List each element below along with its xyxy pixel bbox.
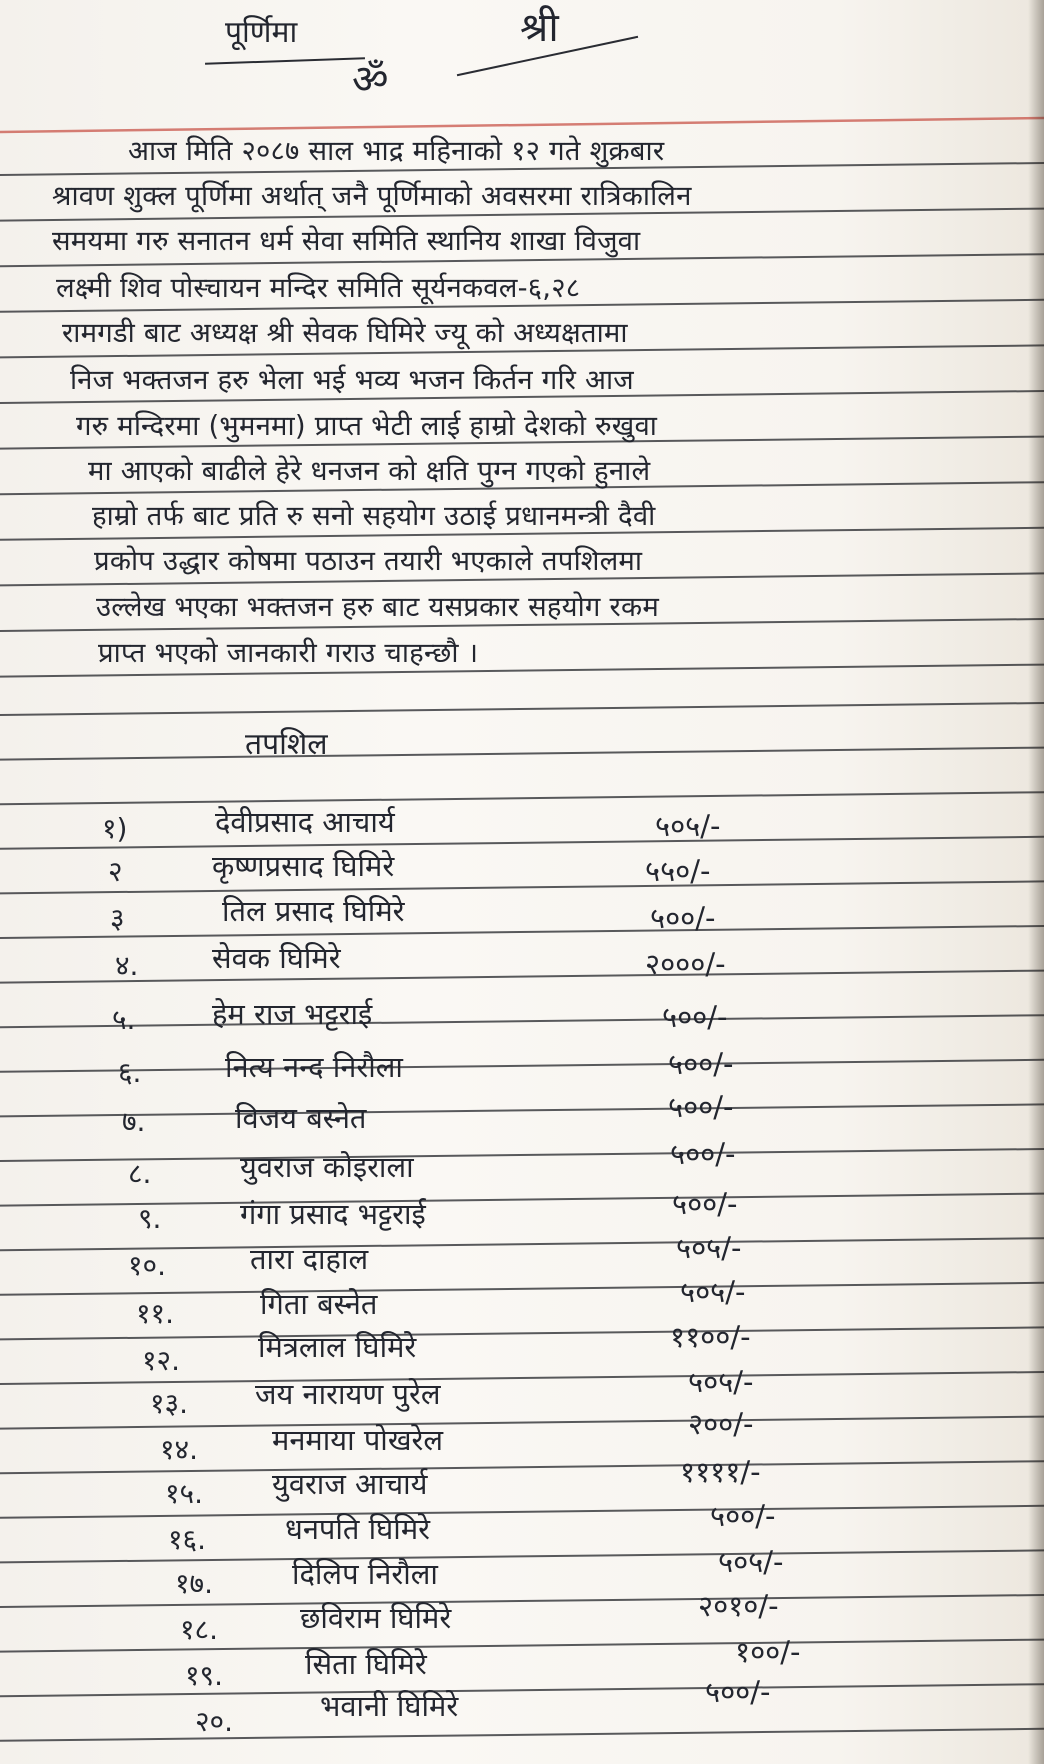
row-name: विजय बस्नेत bbox=[235, 1101, 367, 1135]
row-amount: ५०५/- bbox=[655, 809, 721, 843]
row-amount: २०००/- bbox=[645, 947, 726, 981]
row-amount: ११००/- bbox=[670, 1320, 751, 1354]
row-name: गंगा प्रसाद भट्टराई bbox=[240, 1197, 426, 1231]
ruled-line bbox=[0, 1461, 1044, 1473]
row-amount: ५००/- bbox=[650, 901, 716, 935]
row-name: हेम राज भट्टराई bbox=[212, 997, 373, 1031]
paragraph-line-9: हाम्रो तर्फ बाट प्रति रु सनो सहयोग उठाई प्रधानमन्त्री दैवी bbox=[92, 500, 656, 532]
page-spine-shadow bbox=[1028, 0, 1044, 1764]
row-amount: २०१०/- bbox=[698, 1589, 779, 1623]
ruled-line bbox=[0, 1550, 1044, 1562]
header-title-right: श्री bbox=[520, 5, 559, 51]
row-number: १५. bbox=[165, 1477, 204, 1510]
row-name: धनपति घिमिरे bbox=[285, 1512, 431, 1546]
row-amount: ५००/- bbox=[662, 1000, 728, 1034]
row-amount: ५००/- bbox=[710, 1499, 776, 1533]
row-name: भवानी घिमिरे bbox=[320, 1689, 459, 1723]
ruled-line bbox=[0, 1506, 1044, 1518]
row-name: जय नारायण पुरेल bbox=[255, 1377, 441, 1411]
row-amount: ५०५/- bbox=[676, 1231, 742, 1265]
paragraph-line-3: समयमा गरु सनातन धर्म सेवा समिति स्थानिय शाखा विजुवा bbox=[52, 225, 641, 257]
ruled-line bbox=[0, 1104, 1044, 1116]
row-number: ८. bbox=[128, 1157, 152, 1190]
row-name: गिता बस्नेत bbox=[260, 1287, 378, 1321]
row-number: १३. bbox=[150, 1387, 189, 1420]
ruled-line bbox=[0, 792, 1044, 804]
row-name: युवराज आचार्य bbox=[272, 1467, 428, 1501]
row-name: तारा दाहाल bbox=[250, 1242, 369, 1276]
ruled-line bbox=[0, 1015, 1044, 1027]
ruled-line bbox=[0, 971, 1044, 983]
paragraph-line-6: निज भक्तजन हरु भेला भई भव्य भजन किर्तन गरि आज bbox=[70, 364, 634, 396]
margin-red-line bbox=[0, 118, 1044, 132]
row-number: ११. bbox=[136, 1297, 175, 1330]
ruled-line bbox=[0, 926, 1044, 938]
row-number: ४. bbox=[115, 949, 139, 982]
list-title: तपशिल bbox=[245, 727, 328, 762]
row-number: १७. bbox=[175, 1567, 214, 1600]
ruled-line bbox=[0, 837, 1044, 849]
row-name: युवराज कोइराला bbox=[240, 1150, 414, 1184]
ruled-line bbox=[0, 748, 1044, 760]
row-amount: ५००/- bbox=[705, 1675, 771, 1709]
row-number: १२. bbox=[142, 1344, 181, 1377]
row-number: १) bbox=[102, 812, 128, 845]
row-name: दिलिप निरौला bbox=[292, 1557, 438, 1591]
paragraph-line-2: श्रावण शुक्ल पूर्णिमा अर्थात् जनै पूर्णिमाको अवसरमा रात्रिकालिन bbox=[52, 180, 692, 212]
row-amount: ५०५/- bbox=[718, 1545, 784, 1579]
paragraph-line-8: मा आएको बाढीले हेरे धनजन को क्षति पुग्न गएको हुनाले bbox=[88, 455, 651, 487]
ruled-line bbox=[0, 881, 1044, 893]
row-number: १८. bbox=[180, 1613, 219, 1646]
row-number: १९. bbox=[185, 1659, 224, 1692]
header-title-left: पूर्णिमा bbox=[225, 15, 298, 50]
row-number: २ bbox=[108, 855, 123, 888]
row-number: ५. bbox=[112, 1003, 136, 1036]
row-number: ६. bbox=[118, 1056, 142, 1089]
row-amount: २००/- bbox=[688, 1407, 754, 1441]
row-amount: ५००/- bbox=[670, 1137, 736, 1171]
row-amount: ५५०/- bbox=[645, 854, 711, 888]
ruled-line bbox=[0, 1283, 1044, 1295]
ruled-line bbox=[0, 1060, 1044, 1072]
row-number: २०. bbox=[195, 1705, 234, 1738]
row-number: ९. bbox=[138, 1202, 162, 1235]
row-amount: ५००/- bbox=[672, 1187, 738, 1221]
row-name: मनमाया पोखरेल bbox=[272, 1423, 444, 1457]
om-symbol: ॐ bbox=[352, 57, 389, 103]
ruled-line bbox=[0, 1684, 1044, 1696]
row-name: देवीप्रसाद आचार्य bbox=[215, 805, 395, 839]
ruled-line bbox=[0, 1595, 1044, 1607]
paragraph-line-1: आज मिति २०८७ साल भाद्र महिनाको १२ गते शुक्रबार bbox=[128, 135, 665, 167]
row-number: १६. bbox=[168, 1523, 207, 1556]
row-number: १४. bbox=[160, 1433, 199, 1466]
row-amount: ५००/- bbox=[668, 1047, 734, 1081]
row-number: ७. bbox=[122, 1105, 146, 1138]
row-name: मित्रलाल घिमिरे bbox=[258, 1330, 417, 1364]
row-name: कृष्णप्रसाद घिमिरे bbox=[212, 849, 395, 883]
row-name: सेवक घिमिरे bbox=[212, 941, 341, 975]
ruled-line bbox=[0, 1640, 1044, 1652]
ruled-line bbox=[0, 1729, 1044, 1741]
row-amount: ५०५/- bbox=[688, 1365, 754, 1399]
row-number: १०. bbox=[128, 1249, 167, 1282]
row-amount: ५००/- bbox=[668, 1090, 734, 1124]
row-amount: ११११/- bbox=[680, 1455, 761, 1489]
paragraph-line-11: उल्लेख भएका भक्तजन हरु बाट यसप्रकार सहयोग रकम bbox=[96, 591, 659, 623]
row-amount: ५०५/- bbox=[680, 1275, 746, 1309]
row-name: सिता घिमिरे bbox=[305, 1647, 427, 1681]
ruled-line bbox=[0, 1149, 1044, 1161]
paragraph-line-5: रामगडी बाट अध्यक्ष श्री सेवक घिमिरे ज्यू को अध्यक्षतामा bbox=[62, 317, 628, 349]
paragraph-line-12: प्राप्त भएको जानकारी गराउ चाहन्छौ । bbox=[98, 637, 479, 669]
paragraph-line-10: प्रकोप उद्धार कोषमा पठाउन तयारी भएकाले तपशिलमा bbox=[94, 545, 643, 577]
row-amount: १००/- bbox=[735, 1635, 801, 1669]
paragraph-line-4: लक्ष्मी शिव पोस्चायन मन्दिर समिति सूर्यनकवल-६,२८ bbox=[56, 272, 581, 304]
row-name: नित्य नन्द निरौला bbox=[225, 1050, 403, 1084]
row-number: ३ bbox=[110, 902, 125, 935]
row-name: छविराम घिमिरे bbox=[300, 1601, 452, 1635]
ruled-line bbox=[0, 703, 1044, 715]
row-name: तिल प्रसाद घिमिरे bbox=[222, 894, 405, 928]
paragraph-line-7: गरु मन्दिरमा (भुमनमा) प्राप्त भेटी लाई हाम्रो देशको रुखुवा bbox=[76, 410, 658, 442]
